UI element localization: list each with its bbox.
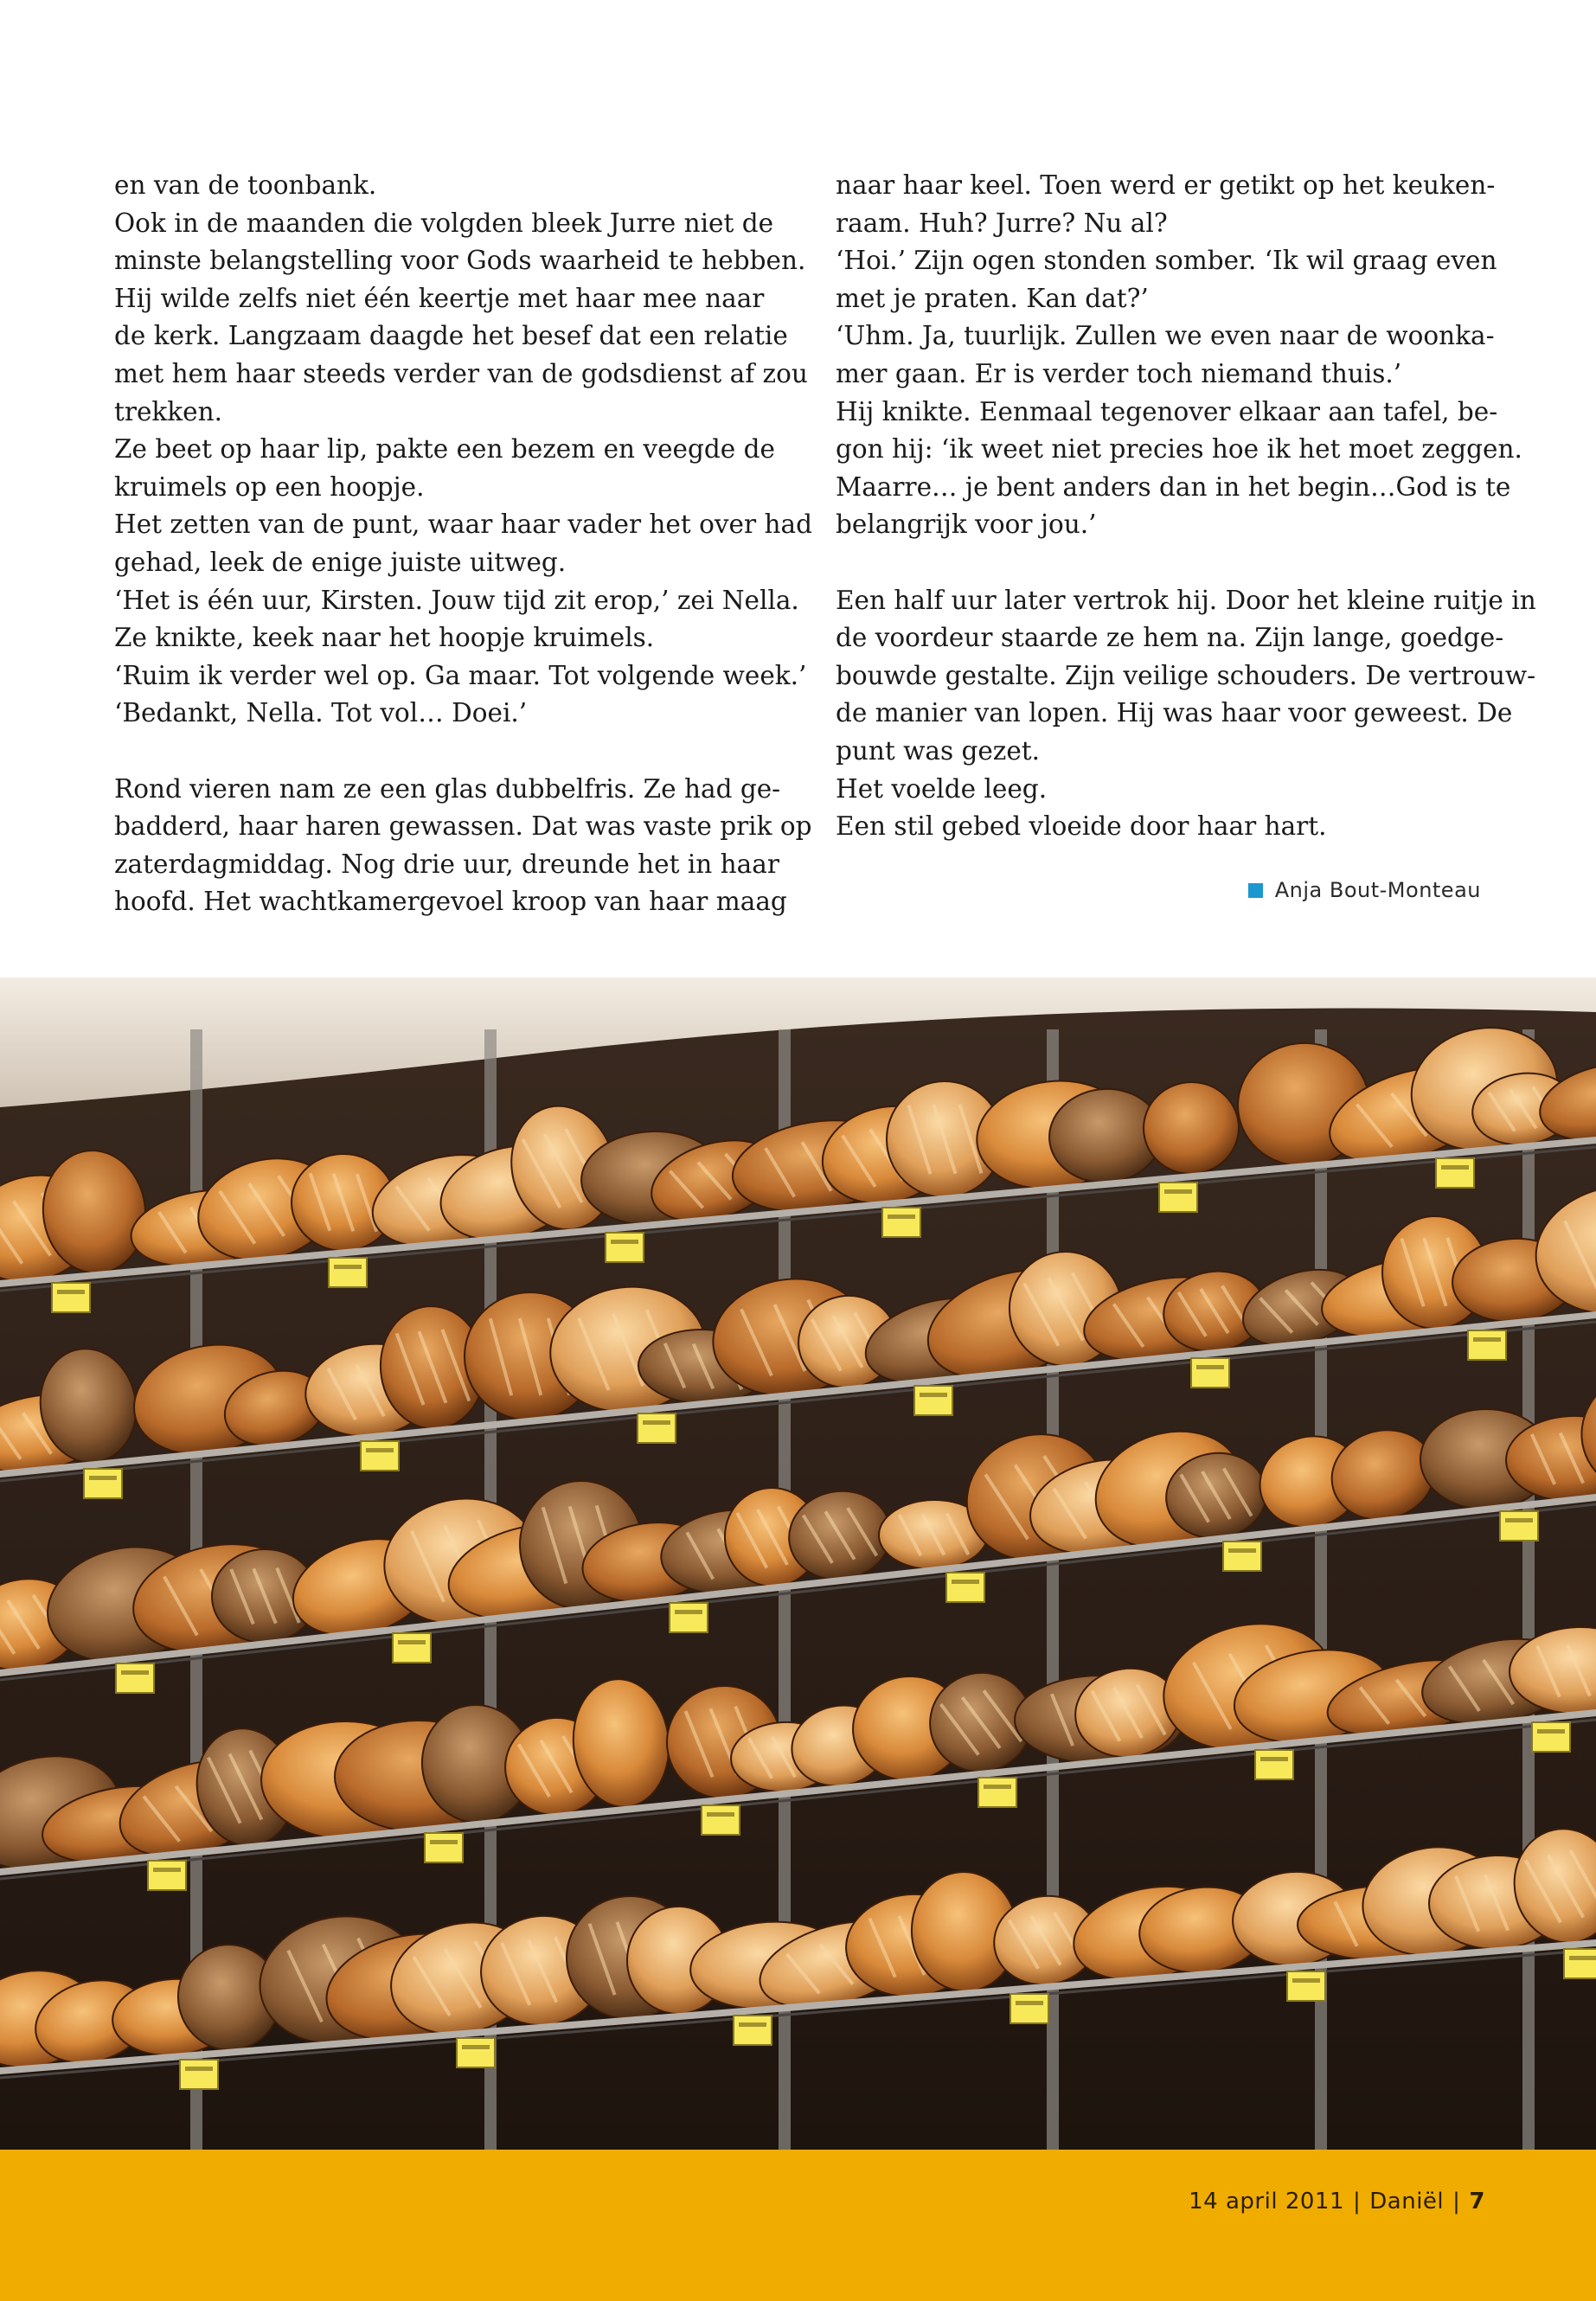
paragraph-gap xyxy=(114,733,772,771)
shelf-post xyxy=(1522,1029,1535,2150)
price-tag xyxy=(1500,1511,1538,1541)
text-line: hoofd. Het wachtkamergevoel kroop van haar maag xyxy=(114,887,787,917)
text-line: met je praten. Kan dat?’ xyxy=(836,283,1149,313)
price-tag-mark xyxy=(462,2045,490,2049)
price-tag xyxy=(457,2038,495,2067)
price-tag xyxy=(1468,1330,1506,1360)
price-tag-mark xyxy=(675,1610,702,1614)
text-line: mer gaan. Er is verder toch niemand thuis.’ xyxy=(836,358,1402,388)
price-tag xyxy=(734,2016,772,2045)
text-line: gon hij: ‘ik weet niet precies hoe ik het moet zeggen. xyxy=(836,434,1522,465)
bread-shelves-illustration xyxy=(0,977,1596,2150)
footer-separator: | xyxy=(1452,2189,1461,2214)
price-tag xyxy=(978,1778,1016,1807)
price-tag-mark xyxy=(643,1420,670,1425)
price-tag-mark xyxy=(1569,1956,1596,1960)
price-tag-mark xyxy=(1016,2001,1043,2005)
price-tag-mark xyxy=(1260,1757,1288,1761)
text-line: Maarre… je bent anders dan in het begin…God is te xyxy=(836,471,1511,502)
price-tag xyxy=(1436,1158,1474,1188)
text-line: bouwde gestalte. Zijn veilige schouders. De vertrouw- xyxy=(836,660,1536,690)
price-tag-mark xyxy=(89,1476,117,1480)
price-tag xyxy=(882,1208,920,1237)
price-tag xyxy=(329,1258,367,1287)
text-line: Hij wilde zelfs niet één keertje met haar mee naar xyxy=(114,283,765,313)
text-line: ‘Bedankt, Nella. Tot vol… Doei.’ xyxy=(114,698,528,728)
text-line: Hij knikte. Eenmaal tegenover elkaar aan tafel, be- xyxy=(836,396,1498,426)
text-line: Ook in de maanden die volgden bleek Jurre niet de xyxy=(114,208,774,238)
text-line: ‘Hoi.’ Zijn ogen stonden somber. ‘Ik wil graag even xyxy=(836,246,1497,276)
square-bullet-icon xyxy=(1248,883,1263,898)
text-line: badderd, haar haren gewassen. Dat was vaste prik op xyxy=(114,811,812,842)
text-line: met hem haar steeds verder van de godsdienst af zou xyxy=(114,358,808,388)
price-tag-mark xyxy=(920,1393,947,1397)
price-tag xyxy=(1159,1183,1197,1212)
price-tag-mark xyxy=(1164,1189,1192,1194)
text-line: belangrijk voor jou.’ xyxy=(836,510,1097,540)
text-line: kruimels op een hoopje. xyxy=(114,471,425,502)
publication-name: Daniël xyxy=(1369,2189,1445,2214)
issue-date: 14 april 2011 xyxy=(1189,2189,1344,2214)
text-line: de voordeur staarde ze hem na. Zijn lange, goedge- xyxy=(836,623,1504,653)
page-footer xyxy=(1189,2189,1485,2214)
price-tag-mark xyxy=(984,1785,1011,1789)
price-tag xyxy=(670,1603,708,1632)
price-tag xyxy=(606,1233,644,1262)
price-tag-mark xyxy=(739,2022,766,2027)
text-line: Het voelde leeg. xyxy=(836,773,1048,804)
price-tag-mark xyxy=(1537,1729,1565,1734)
price-tag xyxy=(425,1833,463,1862)
price-tag-mark xyxy=(334,1265,362,1269)
text-line: Een stil gebed vloeide door haar hart. xyxy=(836,811,1327,842)
price-tag-mark xyxy=(1228,1548,1256,1553)
price-tag-mark xyxy=(707,1812,734,1817)
text-line: gehad, leek de enige juiste uitweg. xyxy=(114,547,567,577)
text-line: de kerk. Langzaam daagde het besef dat een relatie xyxy=(114,321,788,351)
left-text-column xyxy=(114,167,812,921)
bread-shelves-photo xyxy=(0,977,1596,2150)
price-tag-mark xyxy=(952,1580,979,1584)
text-line: Een half uur later vertrok hij. Door het kleine ruitje in xyxy=(836,585,1536,615)
price-tag xyxy=(1532,1722,1570,1752)
price-tag-mark xyxy=(185,2067,213,2071)
text-line: en van de toonbank. xyxy=(114,170,377,200)
right-text-column xyxy=(836,167,1536,846)
price-tag xyxy=(1010,1994,1048,2023)
price-tag-mark xyxy=(366,1448,394,1452)
price-tag-mark xyxy=(611,1240,638,1244)
text-line: naar haar keel. Toen werd er getikt op het keuken- xyxy=(836,170,1496,200)
price-tag xyxy=(914,1386,952,1415)
price-tag xyxy=(393,1633,431,1663)
paragraph-gap xyxy=(836,544,1493,582)
price-tag-mark xyxy=(1505,1518,1533,1522)
price-tag xyxy=(946,1573,984,1602)
text-line: minste belangstelling voor Gods waarheid te hebben. xyxy=(114,246,806,276)
price-tag-mark xyxy=(1196,1365,1224,1369)
price-tag xyxy=(361,1441,399,1471)
price-tag-mark xyxy=(57,1290,85,1294)
price-tag xyxy=(180,2060,218,2089)
price-tag-mark xyxy=(1292,1978,1320,1983)
price-tag-mark xyxy=(398,1640,426,1644)
price-tag-mark xyxy=(121,1670,149,1675)
text-line: zaterdagmiddag. Nog drie uur, dreunde het in haar xyxy=(114,849,779,879)
text-line: trekken. xyxy=(114,396,223,426)
text-line: Ze beet op haar lip, pakte een bezem en veegde de xyxy=(114,434,775,465)
text-line: Ze knikte, keek naar het hoopje kruimels. xyxy=(114,623,655,653)
price-tag-mark xyxy=(1441,1165,1469,1170)
price-tag-mark xyxy=(888,1215,915,1219)
page-number: 7 xyxy=(1469,2189,1485,2214)
price-tag xyxy=(702,1805,740,1835)
text-line: Rond vieren nam ze een glas dubbelfris. Ze had ge- xyxy=(114,773,781,804)
author-byline xyxy=(1248,878,1481,902)
price-tag xyxy=(148,1861,186,1890)
author-name: Anja Bout-Monteau xyxy=(1274,878,1481,902)
price-tag xyxy=(84,1469,122,1498)
text-line: ‘Uhm. Ja, tuurlijk. Zullen we even naar de woonka- xyxy=(836,321,1495,351)
price-tag xyxy=(1564,1949,1596,1978)
price-tag xyxy=(1191,1358,1229,1388)
price-tag xyxy=(1223,1541,1261,1571)
price-tag xyxy=(116,1663,154,1693)
price-tag xyxy=(638,1413,676,1443)
footer-band xyxy=(0,2150,1596,2301)
price-tag-mark xyxy=(430,1840,458,1844)
text-line: de manier van lopen. Hij was haar voor geweest. De xyxy=(836,698,1513,728)
price-tag xyxy=(1255,1750,1293,1779)
price-tag-mark xyxy=(153,1868,181,1872)
text-line: ‘Ruim ik verder wel op. Ga maar. Tot volgende week.’ xyxy=(114,660,807,690)
price-tag xyxy=(1287,1971,1325,2001)
footer-separator: | xyxy=(1353,2189,1362,2214)
text-line: raam. Huh? Jurre? Nu al? xyxy=(836,208,1168,238)
price-tag xyxy=(52,1283,90,1312)
text-line: ‘Het is één uur, Kirsten. Jouw tijd zit erop,’ zei Nella. xyxy=(114,585,799,615)
text-line: punt was gezet. xyxy=(836,735,1041,766)
price-tag-mark xyxy=(1473,1337,1501,1342)
text-line: Het zetten van de punt, waar haar vader het over had xyxy=(114,510,812,540)
